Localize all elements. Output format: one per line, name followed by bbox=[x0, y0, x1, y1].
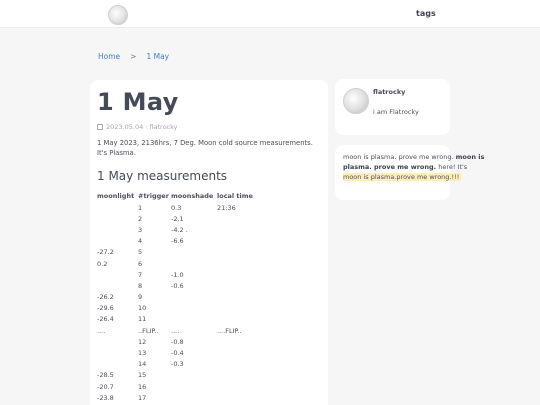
table-cell: .... bbox=[97, 326, 106, 335]
table-row bbox=[97, 370, 262, 381]
table-cell: 2 bbox=[138, 214, 143, 223]
table-cell: 3 bbox=[138, 225, 143, 234]
table-cell: 9 bbox=[138, 293, 143, 302]
table-cell bbox=[217, 236, 262, 247]
table-header-row bbox=[97, 190, 262, 202]
table-cell bbox=[171, 392, 217, 403]
table-cell: -20.7 bbox=[97, 382, 114, 391]
table-cell bbox=[217, 258, 262, 269]
table-cell bbox=[171, 314, 217, 325]
table-cell: 16 bbox=[138, 382, 147, 391]
table-row bbox=[97, 224, 262, 235]
top-navbar bbox=[0, 0, 540, 28]
post-intro: 1 May 2023, 2136hrs, 7 Deg. Moon cold source measurements. It's Plasma. bbox=[97, 139, 313, 157]
table-cell bbox=[171, 303, 217, 314]
table-cell: -26.4 bbox=[97, 315, 114, 324]
post-card bbox=[90, 80, 328, 405]
table-body bbox=[97, 202, 262, 403]
table-cell bbox=[217, 314, 262, 325]
note-text-part: moon is plasma. prove me wrong. bbox=[343, 153, 456, 161]
table-cell: 15 bbox=[138, 371, 147, 380]
table-cell bbox=[217, 213, 262, 224]
table-cell: 13 bbox=[138, 349, 147, 358]
moon-logo-icon[interactable] bbox=[108, 5, 128, 25]
table-cell: 1 bbox=[138, 203, 143, 212]
table-cell: -6.6 bbox=[171, 237, 184, 246]
table-cell bbox=[217, 280, 262, 291]
table-cell bbox=[171, 370, 217, 381]
table-row bbox=[97, 258, 262, 269]
note-text-part: here! It's bbox=[436, 163, 468, 171]
column-header: local time bbox=[217, 192, 253, 200]
table-cell bbox=[97, 202, 138, 213]
table-cell bbox=[97, 280, 138, 291]
table-row bbox=[97, 292, 262, 303]
table-cell bbox=[217, 359, 262, 370]
table-cell bbox=[97, 269, 138, 280]
table-cell: 10 bbox=[138, 304, 147, 313]
table-row bbox=[97, 336, 262, 347]
table-cell: -2.1 bbox=[171, 214, 184, 223]
author-bio: i am Flatrocky bbox=[373, 108, 419, 116]
table-cell: -4.2 . bbox=[171, 225, 188, 234]
post-meta-text: 2023.05.04 · flatrocky bbox=[106, 123, 178, 131]
author-card bbox=[335, 79, 450, 135]
table-cell: 0.2 bbox=[97, 259, 108, 268]
table-row bbox=[97, 236, 262, 247]
table-cell bbox=[97, 359, 138, 370]
table-cell: 7 bbox=[138, 270, 143, 279]
table-cell: .... bbox=[171, 326, 180, 335]
table-cell bbox=[217, 292, 262, 303]
table-cell bbox=[97, 236, 138, 247]
nav-tags-link[interactable]: tags bbox=[416, 9, 436, 18]
table-row bbox=[97, 314, 262, 325]
table-cell: 4 bbox=[138, 237, 143, 246]
post-meta bbox=[97, 123, 178, 131]
table-cell: 21:36 bbox=[217, 203, 236, 212]
table-cell: -27.2 bbox=[97, 248, 114, 257]
table-cell: -23.8 bbox=[97, 393, 114, 402]
table-cell: -0.8 bbox=[171, 337, 184, 346]
table-cell bbox=[171, 258, 217, 269]
section-heading: 1 May measurements bbox=[97, 169, 228, 183]
table-row bbox=[97, 347, 262, 358]
table-row bbox=[97, 303, 262, 314]
table-cell: 8 bbox=[138, 281, 143, 290]
table-cell bbox=[171, 292, 217, 303]
breadcrumb-separator: > bbox=[130, 52, 137, 61]
table-row bbox=[97, 325, 262, 336]
table-cell: 5 bbox=[138, 248, 143, 257]
column-header: moonlight bbox=[97, 192, 135, 200]
note-card bbox=[335, 145, 485, 200]
table-cell bbox=[97, 347, 138, 358]
calendar-icon bbox=[97, 124, 103, 130]
breadcrumb-home-link[interactable]: Home bbox=[98, 52, 121, 61]
table-cell bbox=[217, 303, 262, 314]
table-cell: -29.6 bbox=[97, 304, 114, 313]
breadcrumb-current-link[interactable]: 1 May bbox=[146, 52, 170, 61]
table-cell: -0.6 bbox=[171, 281, 184, 290]
table-cell: 6 bbox=[138, 259, 143, 268]
table-row bbox=[97, 280, 262, 291]
table-cell bbox=[217, 370, 262, 381]
table-cell bbox=[97, 213, 138, 224]
table-cell bbox=[217, 336, 262, 347]
table-cell bbox=[217, 269, 262, 280]
table-row bbox=[97, 381, 262, 392]
table-cell: ....FLIP.. bbox=[217, 326, 242, 335]
table-cell bbox=[171, 381, 217, 392]
table-row bbox=[97, 247, 262, 258]
table-cell bbox=[217, 392, 262, 403]
note-bold-text: moon is plasma. prove me wrong. bbox=[343, 153, 485, 171]
table-cell: -0.4 bbox=[171, 349, 184, 358]
table-cell: -0.3 bbox=[171, 360, 184, 369]
column-header: #trigger bbox=[138, 192, 169, 200]
table-cell: 11 bbox=[138, 315, 147, 324]
breadcrumb bbox=[98, 52, 169, 61]
table-cell bbox=[217, 381, 262, 392]
avatar[interactable] bbox=[343, 88, 369, 114]
table-row bbox=[97, 202, 262, 213]
table-cell bbox=[97, 224, 138, 235]
table-cell: 0.3 bbox=[171, 203, 182, 212]
table-row bbox=[97, 213, 262, 224]
table-cell: 12 bbox=[138, 337, 147, 346]
author-name[interactable]: flatrocky bbox=[373, 88, 406, 96]
measurements-table bbox=[97, 190, 262, 403]
column-header: moonshade bbox=[171, 192, 214, 200]
note-highlight: moon is plasma.prove me wrong.!!! bbox=[343, 173, 460, 181]
table-row bbox=[97, 269, 262, 280]
table-cell bbox=[171, 247, 217, 258]
table-cell: 14 bbox=[138, 360, 147, 369]
table-cell: -28.5 bbox=[97, 371, 114, 380]
table-cell bbox=[217, 347, 262, 358]
table-cell bbox=[217, 224, 262, 235]
table-cell bbox=[97, 336, 138, 347]
note-text bbox=[343, 152, 493, 182]
table-cell: -1.0 bbox=[171, 270, 184, 279]
table-cell: 17 bbox=[138, 393, 147, 402]
table-cell: -26.2 bbox=[97, 293, 114, 302]
table-row bbox=[97, 359, 262, 370]
table-cell: ..FLIP.. bbox=[138, 326, 159, 335]
post-title: 1 May bbox=[97, 88, 179, 116]
table-cell bbox=[217, 247, 262, 258]
table-row bbox=[97, 392, 262, 403]
